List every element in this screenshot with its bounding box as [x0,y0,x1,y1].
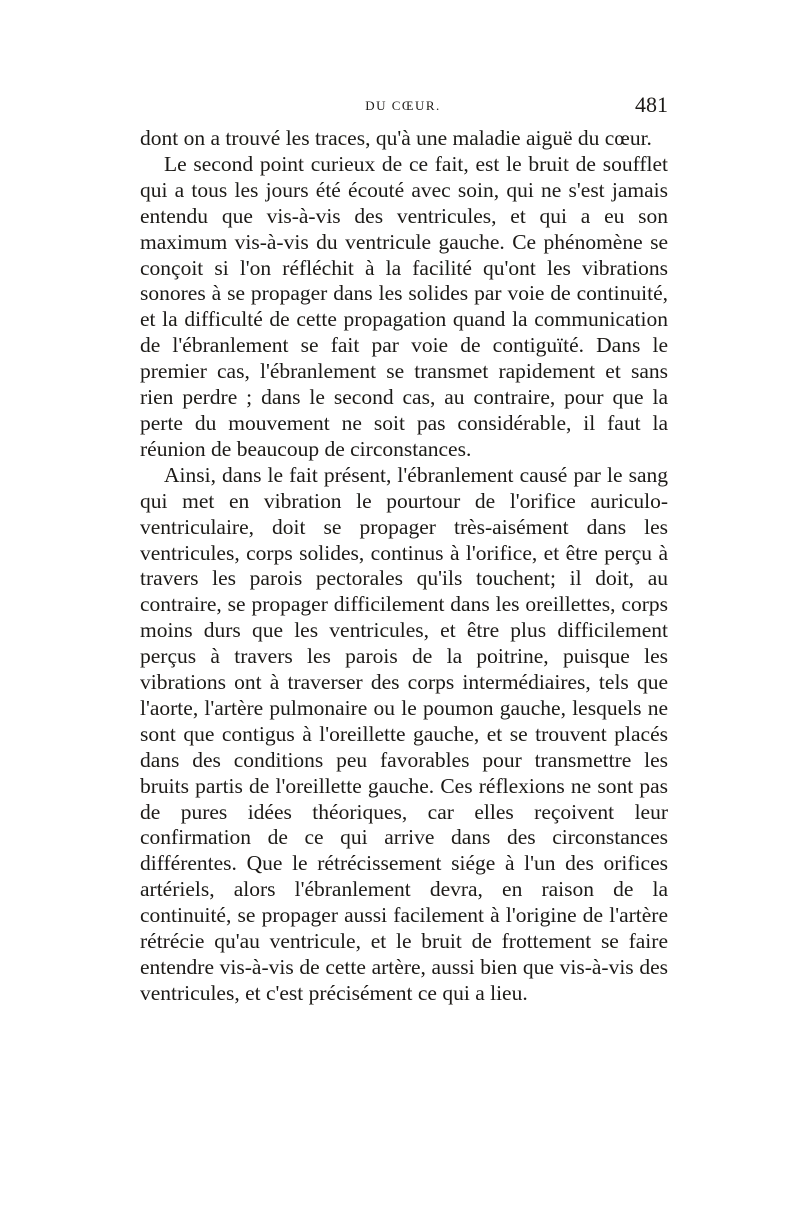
paragraph: Ainsi, dans le fait présent, l'ébranlement causé par le sang qui met en vibration le pourtour de l'orifice auriculo-ventriculaire, doit se propager très-aisément dans les ventricules, corps solides, continus à l'orifice, et être perçu à travers les parois pectorales qu'ils touchent; il doit, au contraire, se propager difficilement dans les oreillettes, corps moins durs que les ventricules, et être plus difficilement perçus à travers les parois de la poitrine, puisque les vibrations ont à traverser des corps intermédiaires, tels que l'aorte, l'artère pulmonaire ou le poumon gauche, lesquels ne sont que contigus à l'oreillette gauche, et se trouvent placés dans des conditions peu favorables pour transmettre les bruits partis de l'oreillette gauche. Ces réflexions ne sont pas de pures idées théoriques, car elles reçoivent leur confirmation de ce qui arrive dans des circonstances différentes. Que le rétrécissement siége à l'un des orifices artériels, alors l'ébranlement devra, en raison de la continuité, se propager aussi facilement à l'origine de l'artère rétrécie qu'au ventricule, et le bruit de frottement se faire entendre vis-à-vis de cette artère, aussi bien que vis-à-vis des ventricules, et c'est précisément ce qui a lieu. [140,462,668,1005]
paragraph-continuation: dont on a trouvé les traces, qu'à une maladie aiguë du cœur. [140,126,652,150]
running-head: DU CŒUR. [365,98,441,113]
body-text [140,126,668,1007]
paragraph: Le second point curieux de ce fait, est le bruit de soufflet qui a tous les jours été écouté avec soin, qui ne s'est jamais entendu que vis-à-vis des ventricules, et qui a eu son maximum vis-à-vis du ventricule gauche. Ce phénomène se conçoit si l'on réfléchit à la facilité qu'ont les vibrations sonores à se propager dans les solides par voie de continuité, et la difficulté de cette propagation quand la communication de l'ébranlement se fait par voie de contiguïté. Dans le premier cas, l'ébranlement se transmet rapidement et sans rien perdre ; dans le second cas, au contraire, pour que la perte du mouvement ne soit pas considérable, il faut la réunion de beaucoup de circonstances. [140,151,668,461]
page-number: 481 [635,92,668,117]
page-header [138,92,668,122]
